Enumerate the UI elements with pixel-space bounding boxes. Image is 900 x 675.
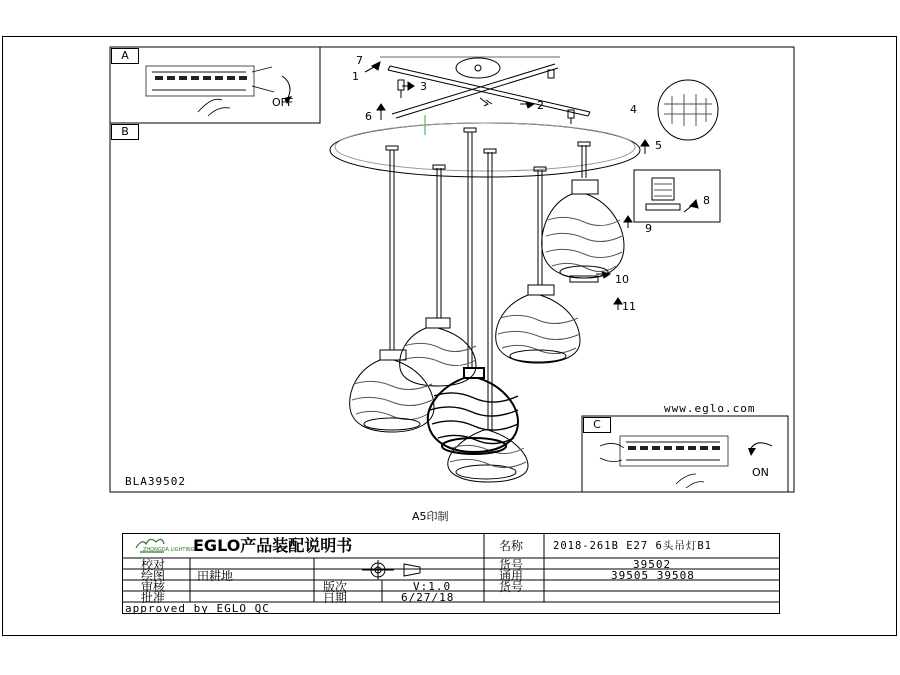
step-4: 4 — [630, 103, 637, 116]
inset-4-detail — [658, 80, 718, 140]
label-item-no: 货号 — [499, 558, 524, 572]
value-common-item-no: 39505 39508 — [611, 569, 695, 582]
model-code: BLA39502 — [125, 475, 186, 488]
section-c-label: C — [583, 417, 611, 433]
inset-c-terminal-on — [582, 416, 788, 492]
step-3: 3 — [420, 80, 427, 93]
step-1: 1 — [352, 70, 359, 83]
label-review: 审核 — [141, 580, 166, 594]
shade-4 — [350, 350, 434, 432]
step-arrows — [365, 62, 698, 310]
website-url: www.eglo.com — [664, 402, 756, 415]
step-8: 8 — [703, 194, 710, 207]
switch-off-label: OFF — [272, 96, 294, 109]
switch-on-label: ON — [752, 466, 769, 479]
step-5: 5 — [655, 139, 662, 152]
inset-a-terminal-off — [110, 47, 320, 123]
step-9: 9 — [645, 222, 652, 235]
label-common-2: 货号 — [499, 580, 524, 594]
step-6: 6 — [365, 110, 372, 123]
section-a-label: A — [111, 48, 139, 64]
step-10: 10 — [615, 273, 629, 286]
doc-title: EGLO产品装配说明书 — [193, 536, 353, 555]
label-version: 版次 — [323, 580, 348, 594]
title-block — [122, 533, 780, 614]
approved-by: approved by EGLO QC — [125, 602, 270, 615]
pendant-shades — [350, 180, 624, 482]
value-name: 2018-261B E27 6头吊灯B1 — [553, 540, 712, 552]
canopy-disc — [330, 123, 640, 177]
label-date: 日期 — [323, 591, 348, 605]
label-common-1: 通用 — [499, 569, 524, 583]
step-7: 7 — [356, 54, 363, 67]
label-name: 名称 — [499, 539, 524, 553]
value-version: V:1.0 — [413, 580, 452, 593]
logo-text: ZHONGDA LIGHTING — [143, 547, 195, 553]
step-11: 11 — [622, 300, 636, 313]
section-b-label: B — [111, 124, 139, 140]
shade-1 — [542, 180, 624, 282]
shade-2 — [496, 285, 580, 363]
step-2: 2 — [537, 99, 544, 112]
label-check: 校对 — [141, 558, 166, 572]
label-approve: 批准 — [141, 591, 166, 605]
value-date: 6/27/18 — [401, 591, 455, 604]
label-draw: 绘图 — [141, 569, 166, 583]
shade-6-highlighted — [428, 368, 518, 454]
value-drawer: 田耕地 — [197, 569, 234, 583]
print-size-label: A5印制 — [412, 510, 449, 523]
value-item-no: 39502 — [633, 558, 672, 571]
